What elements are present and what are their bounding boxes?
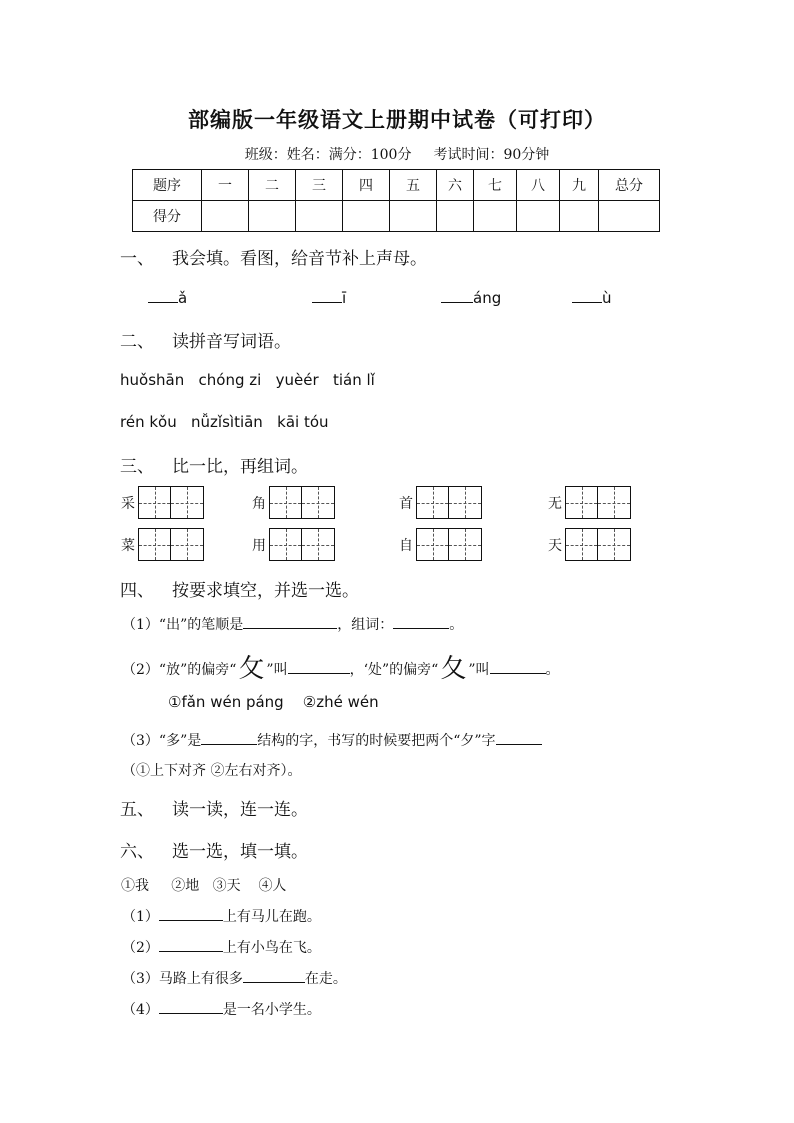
compare-item (252, 528, 335, 561)
pinyin-final: ù (602, 289, 612, 307)
s1-item (312, 288, 346, 307)
answer-blank[interactable] (441, 288, 473, 303)
score-header-cell: 四 (343, 170, 390, 201)
s4-question-1 (122, 614, 463, 634)
option-text: ④人 (258, 878, 287, 894)
question-text: （2） (122, 940, 159, 956)
score-cell[interactable] (249, 201, 296, 232)
score-table-score-row (133, 201, 660, 232)
option-text: ①我 (121, 878, 149, 894)
tianzige-box[interactable] (598, 528, 631, 561)
tianzige-box[interactable] (302, 528, 335, 561)
answer-blank[interactable] (201, 730, 257, 745)
s6-question-1 (122, 906, 321, 926)
section-3-heading (120, 452, 308, 477)
section-text: 读一读，连一连。 (172, 800, 308, 820)
score-header-cell: 六 (437, 170, 474, 201)
s4-q2-options (168, 693, 379, 711)
answer-blank[interactable] (393, 614, 449, 629)
question-text: 上有小鸟在飞。 (222, 940, 321, 956)
tianzige-box[interactable] (302, 486, 335, 519)
answer-blank[interactable] (159, 999, 223, 1014)
compare-char: 用 (252, 537, 266, 554)
score-header-cell: 总分 (599, 170, 660, 201)
compare-char: 天 (548, 537, 562, 554)
answer-blank[interactable] (148, 288, 178, 303)
compare-item (548, 528, 631, 561)
tianzige-box[interactable] (416, 528, 449, 561)
s4-question-2 (122, 648, 560, 685)
section-number: 一、 (120, 249, 154, 269)
compare-item (121, 528, 204, 561)
tianzige-box[interactable] (138, 528, 171, 561)
score-cell[interactable] (390, 201, 437, 232)
question-text: 在走。 (304, 971, 347, 987)
score-table-header-row (133, 170, 660, 201)
question-text: ，‘处”的偏旁“ (349, 662, 439, 678)
pinyin-line-1 (120, 371, 375, 389)
score-header-cell: 题序 (133, 170, 202, 201)
score-cell[interactable] (599, 201, 660, 232)
s6-options (121, 875, 286, 895)
tianzige-box[interactable] (598, 486, 631, 519)
section-number: 五、 (120, 800, 154, 820)
question-text: （1）“出”的笔顺是 (122, 617, 244, 633)
compare-item (121, 486, 204, 519)
section-text: 读拼音写词语。 (172, 332, 291, 352)
tianzige-box[interactable] (565, 486, 598, 519)
compare-char: 菜 (121, 537, 135, 554)
compare-char: 采 (121, 495, 135, 512)
pinyin-word: rén kǒu (120, 413, 177, 431)
pinyin-word: chóng zi (198, 371, 262, 389)
compare-char: 无 (548, 495, 562, 512)
option-text: ①fǎn wén páng (168, 693, 284, 711)
tianzige-box[interactable] (449, 486, 482, 519)
section-1-heading (120, 244, 427, 269)
question-text: 。 (449, 617, 464, 633)
tianzige-box[interactable] (138, 486, 171, 519)
tianzige-box[interactable] (565, 528, 598, 561)
section-6-heading (120, 837, 308, 862)
exam-class-info: 班级：姓名：满分：100分 (244, 147, 412, 163)
score-header-cell: 七 (474, 170, 517, 201)
score-cell[interactable] (560, 201, 599, 232)
pinyin-final: ǎ (178, 289, 188, 307)
score-cell[interactable] (343, 201, 390, 232)
s6-question-3 (122, 968, 347, 988)
question-text: （4） (122, 1002, 159, 1018)
score-header-cell: 五 (390, 170, 437, 201)
option-text: ②地 (171, 878, 200, 894)
question-text: ”叫 (266, 662, 288, 678)
answer-blank[interactable] (490, 659, 546, 674)
section-text: 选一选，填一填。 (172, 842, 308, 862)
answer-blank[interactable] (159, 937, 223, 952)
compare-char: 自 (399, 537, 413, 554)
answer-blank[interactable] (312, 288, 342, 303)
option-text: ③天 (212, 878, 241, 894)
answer-blank[interactable] (243, 614, 337, 629)
answer-blank[interactable] (159, 906, 223, 921)
section-4-heading (120, 576, 359, 601)
pinyin-word: kāi tóu (277, 413, 329, 431)
compare-item (252, 486, 335, 519)
answer-blank[interactable] (288, 659, 350, 674)
compare-char: 首 (399, 495, 413, 512)
question-text: （1） (122, 909, 159, 925)
exam-info (0, 144, 794, 164)
score-label-cell: 得分 (133, 201, 202, 232)
question-text: 。 (545, 662, 560, 678)
section-number: 四、 (120, 581, 154, 601)
score-header-cell: 三 (296, 170, 343, 201)
score-cell[interactable] (296, 201, 343, 232)
compare-char: 角 (252, 495, 266, 512)
tianzige-box[interactable] (269, 486, 302, 519)
section-number: 六、 (120, 842, 154, 862)
s4-question-3 (122, 730, 542, 750)
section-text: 比一比，再组词。 (172, 457, 308, 477)
section-2-heading (120, 327, 291, 352)
section-5-heading (120, 795, 308, 820)
option-text: ②zhé wén (302, 693, 379, 711)
compare-item (548, 486, 631, 519)
question-text: ”叫 (468, 662, 490, 678)
s1-item (572, 288, 612, 307)
score-cell[interactable] (474, 201, 517, 232)
question-text: （3）“多”是 (122, 733, 202, 749)
section-number: 二、 (120, 332, 154, 352)
score-cell[interactable] (437, 201, 474, 232)
s1-item (441, 288, 501, 307)
pinyin-line-2 (120, 413, 329, 431)
radical-glyph: 夂 (440, 654, 467, 684)
question-text: 上有马儿在跑。 (222, 909, 321, 925)
s6-question-4 (122, 999, 321, 1019)
section-text: 我会填。看图，给音节补上声母。 (172, 249, 427, 269)
question-text: （2）“放”的偏旁“ (122, 662, 237, 678)
score-cell[interactable] (202, 201, 249, 232)
question-text: （3）马路上有很多 (122, 971, 243, 987)
score-cell[interactable] (517, 201, 560, 232)
compare-item (399, 486, 482, 519)
pinyin-word: tián lǐ (332, 371, 375, 389)
pinyin-word: yuèér (275, 371, 319, 389)
section-text: 按要求填空，并选一选。 (172, 581, 359, 601)
page-title: 部编版一年级语文上册期中试卷（可打印） (188, 107, 606, 132)
tianzige-box[interactable] (171, 486, 204, 519)
pinyin-final: áng (473, 289, 502, 307)
question-text: ，组词： (337, 617, 394, 633)
score-header-cell: 二 (249, 170, 296, 201)
score-header-cell: 八 (517, 170, 560, 201)
tianzige-box[interactable] (416, 486, 449, 519)
pinyin-word: nǚzǐsìtiān (191, 413, 263, 431)
radical-glyph: 攵 (238, 654, 265, 684)
s4-q3-options: （①上下对齐 ②左右对齐）。 (122, 763, 302, 779)
exam-time: 考试时间：90分钟 (433, 147, 550, 163)
s1-item (148, 288, 187, 307)
score-table (132, 169, 660, 232)
tianzige-box[interactable] (449, 528, 482, 561)
answer-blank[interactable] (243, 968, 305, 983)
score-header-cell: 一 (202, 170, 249, 201)
question-text: 是一名小学生。 (222, 1002, 321, 1018)
answer-blank[interactable] (496, 730, 542, 745)
score-header-cell: 九 (560, 170, 599, 201)
tianzige-box[interactable] (269, 528, 302, 561)
pinyin-final: ī (342, 289, 347, 307)
question-text: 结构的字，书写的时候要把两个“夕”字 (257, 733, 496, 749)
pinyin-word: huǒshān (120, 371, 185, 389)
compare-item (399, 528, 482, 561)
answer-blank[interactable] (572, 288, 602, 303)
section-number: 三、 (120, 457, 154, 477)
s6-question-2 (122, 937, 321, 957)
tianzige-box[interactable] (171, 528, 204, 561)
